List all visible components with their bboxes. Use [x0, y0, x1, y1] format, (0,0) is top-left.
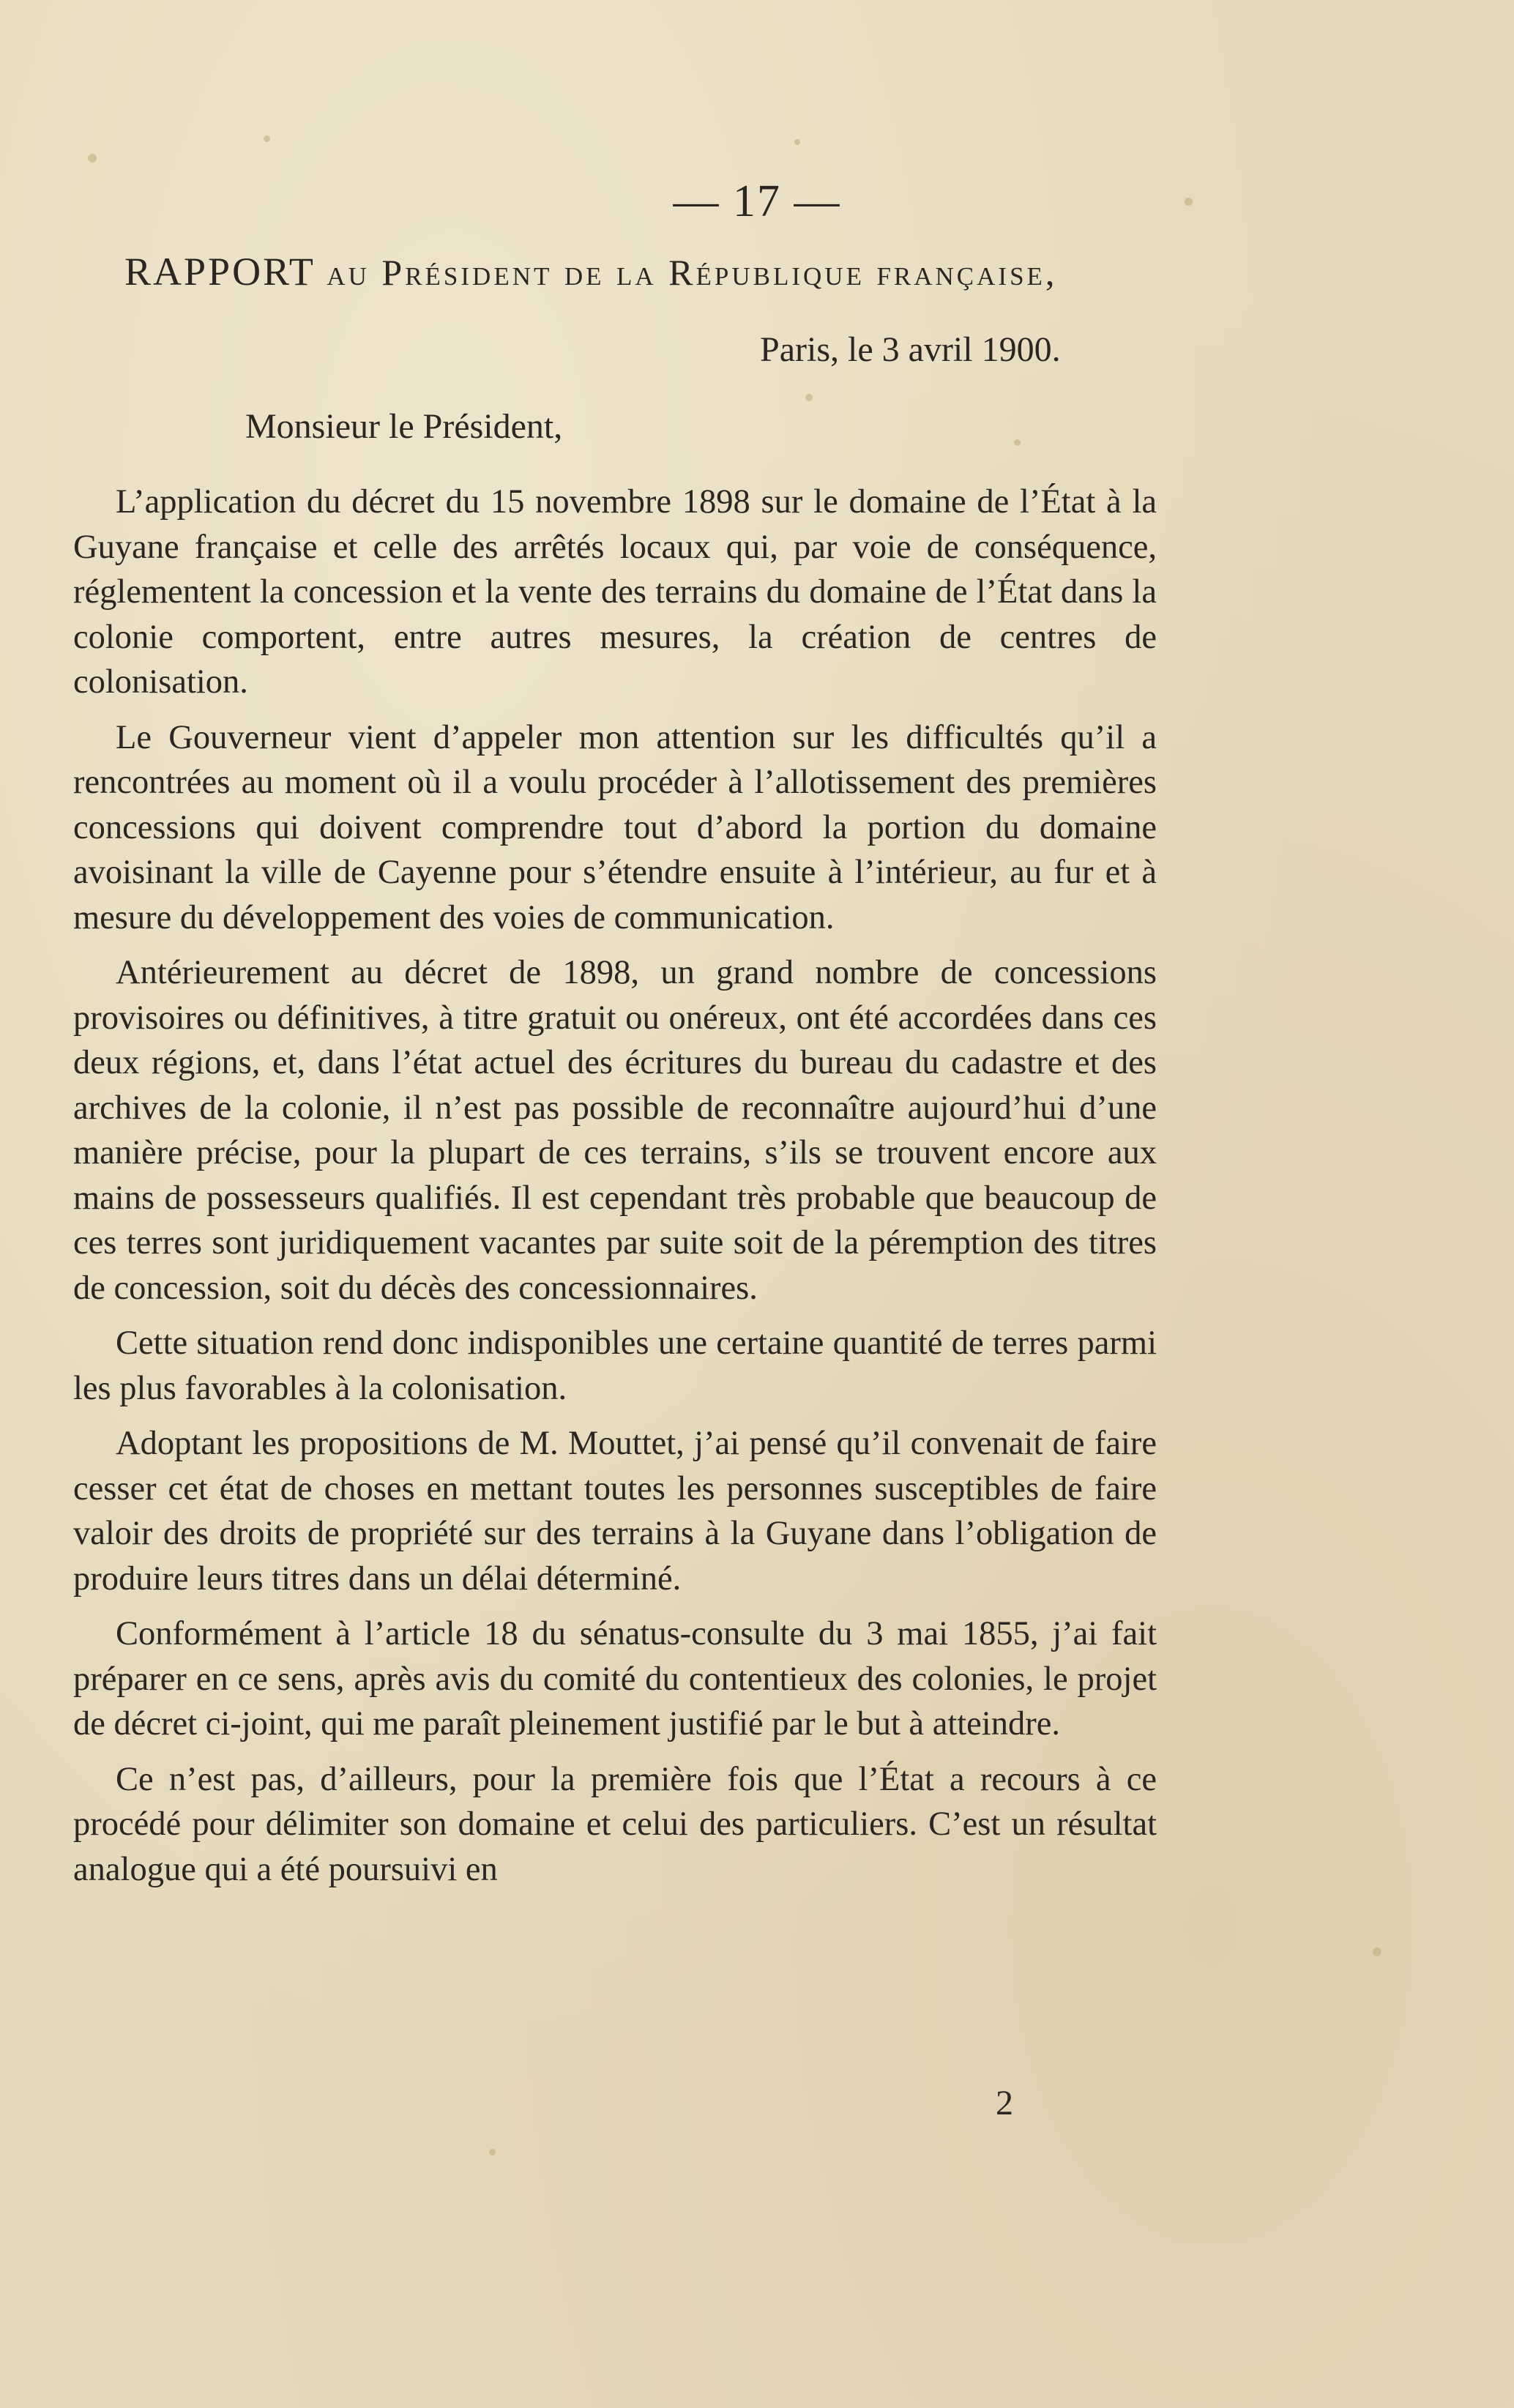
salutation: Monsieur le Président,	[245, 407, 563, 446]
dateline: Paris, le 3 avril 1900.	[760, 330, 1061, 369]
paper-stain	[489, 2149, 496, 2155]
signature-mark: 2	[996, 2084, 1013, 2122]
paragraph: Conformément à l’article 18 du sénatus-consulte du 3 mai 1855, j’ai fait préparer en ce sens, après avis du comité du contentieux des colonies, le projet de décret ci-joint, qui me paraît pleinement justifié par le but à atteindre.	[73, 1615, 1157, 1742]
report-title	[124, 249, 1164, 294]
report-title-word: RAPPORT	[124, 250, 316, 294]
paper-stain	[794, 139, 800, 145]
paper-stain	[264, 135, 270, 142]
paragraph: Le Gouverneur vient d’appeler mon attention sur les difficultés qu’il a rencontrées au moment où il a voulu procéder à l’allotissement des premières concessions qui doivent comprendre tout d’abord la portion du domaine avoisinant la ville de Cayenne pour s’étendre ensuite à l’intérieur, au fur et à mesure du développement des voies de communication.	[73, 718, 1157, 936]
report-title-addressee: au Président de la République française,	[327, 252, 1058, 293]
paragraph: L’application du décret du 15 novembre 1898 sur le domaine de l’État à la Guyane française et celle des arrêtés locaux qui, par voie de conséquence, réglementent la concession et la vente des terrains du domaine de l’État dans la colonie comportent, entre autres mesures, la création de centres de colonisation.	[73, 483, 1157, 701]
paper-stain	[1373, 1947, 1381, 1956]
paper-stain	[1014, 439, 1021, 446]
paragraph: Adoptant les propositions de M. Mouttet, j’ai pensé qu’il convenait de faire cesser cet état de choses en mettant toutes les personnes susceptibles de faire valoir des droits de propriété sur des terrains à la Guyane dans l’obligation de produire leurs titres dans un délai déterminé.	[73, 1425, 1157, 1598]
report-body	[73, 480, 1157, 1902]
paragraph: Antérieurement au décret de 1898, un grand nombre de concessions provisoires ou définitives, à titre gratuit ou onéreux, ont été accordées dans ces deux régions, et, dans l’état actuel des écritures du bureau du cadastre et des archives de la colonie, il n’est pas possible de reconnaître aujourd’hui d’une manière précise, pour la plupart de ces terrains, s’ils se trouvent encore aux mains de possesseurs qualifiés. Il est cependant très probable que beaucoup de ces terres sont juridiquement vacantes par suite soit de la péremption des titres de concession, soit du décès des concessionnaires.	[73, 954, 1157, 1307]
paragraph: Cette situation rend donc indisponibles une certaine quantité de terres parmi les plus favorables à la colonisation.	[73, 1324, 1157, 1407]
paper-stain	[805, 394, 813, 401]
paper-stain	[88, 154, 97, 163]
page-number: — 17 —	[673, 176, 841, 226]
paragraph: Ce n’est pas, d’ailleurs, pour la première fois que l’État a recours à ce procédé pour délimiter son domaine et celui des particuliers. C’est un résultat analogue qui a été poursuivi en	[73, 1760, 1157, 1888]
